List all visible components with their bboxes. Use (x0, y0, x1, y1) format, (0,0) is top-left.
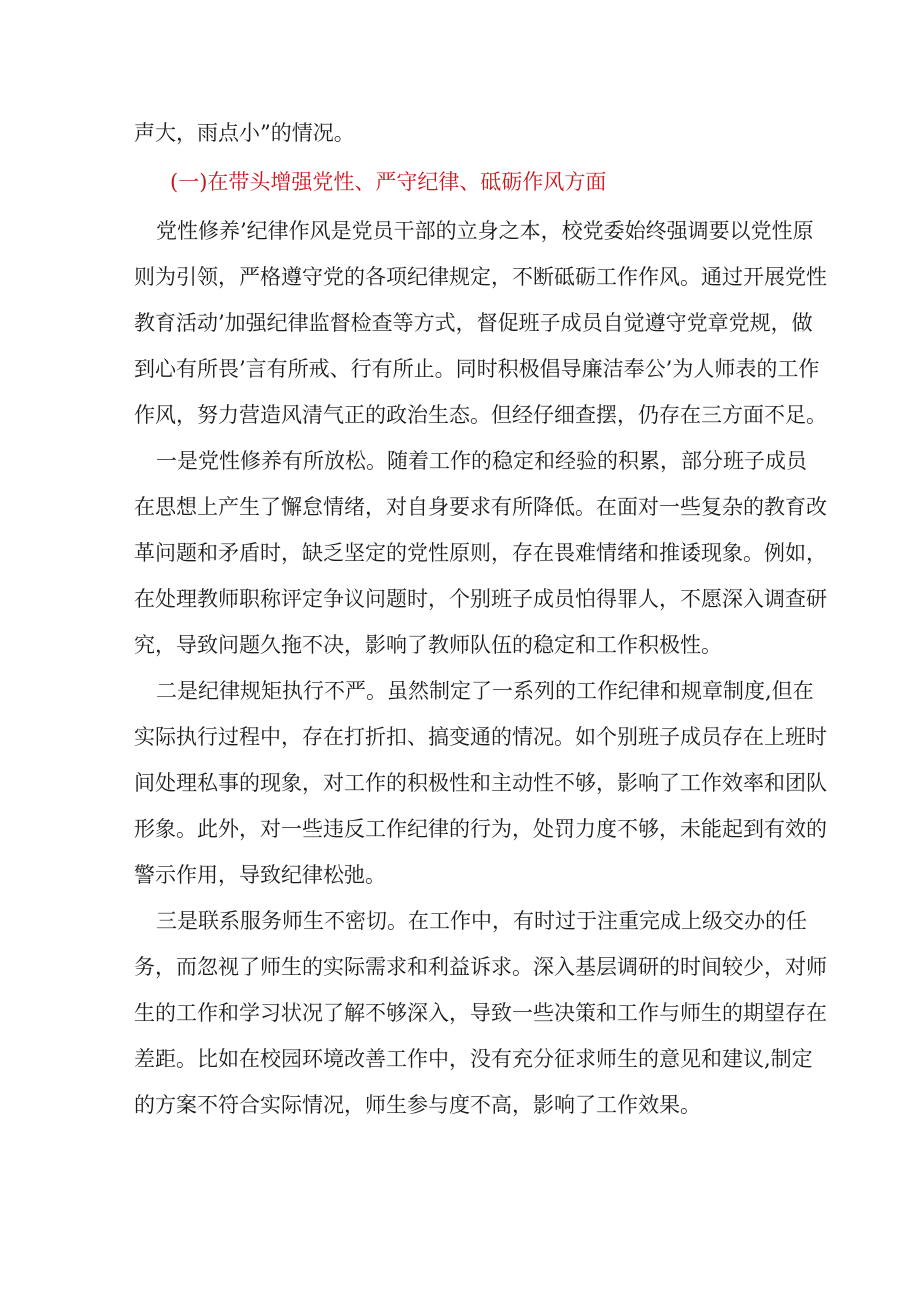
text-line: 则为引领，严格遵守党的各项纪律规定，不断砥砺工作作风。通过开展党性 (134, 265, 827, 289)
text-line: 到心有所畏’言有所戒、行有所止。同时积极倡导廉洁奉公’为人师表的工作 (134, 357, 820, 381)
text-line: 教育活动’加强纪律监督检查等方式，督促班子成员自觉遵守党章党规，做 (134, 311, 813, 335)
text-line: 党性修养’纪律作风是党员干部的立身之本，校党委始终强调要以党性原 (156, 219, 814, 243)
text-line: 形象。此外，对一些违反工作纪律的行为，处罚力度不够，未能起到有效的 (134, 817, 827, 841)
section-heading: (一)在带头增强党性、严守纪律、砥砺作风方面 (170, 170, 607, 194)
text-line: 在处理教师职称评定争议问题时，个别班子成员怕得罪人，不愿深入调查研 (134, 587, 827, 611)
text-line: 作风，努力营造风清气正的政治生态。但经仔细查摆，仍存在三方面不足。 (134, 403, 827, 427)
text-line: 生的工作和学习状况了解不够深入，导致一些决策和工作与师生的期望存在 (134, 1001, 827, 1025)
text-line: 声大，雨点小”的情况。 (134, 121, 355, 145)
text-line: 二是纪律规矩执行不严。虽然制定了一系列的工作纪律和规章制度,但在 (156, 679, 814, 703)
document-body (134, 110, 827, 1128)
text-line: 一是党性修养有所放松。随着工作的稳定和经验的积累，部分班子成员 (156, 449, 807, 473)
text-line: 在思想上产生了懈怠情绪，对自身要求有所降低。在面对一些复杂的教育改 (134, 495, 827, 519)
text-line: 差距。比如在校园环境改善工作中，没有充分征求师生的意见和建议,制定 (134, 1047, 813, 1071)
text-line: 三是联系服务师生不密切。在工作中，有时过于注重完成上级交办的任 (156, 909, 807, 933)
text-line: 革问题和矛盾时，缺乏坚定的党性原则，存在畏难情绪和推诿现象。例如， (134, 541, 827, 565)
text-line: 间处理私事的现象，对工作的积极性和主动性不够，影响了工作效率和团队 (134, 771, 827, 795)
text-line: 务，而忽视了师生的实际需求和利益诉求。深入基层调研的时间较少，对师 (134, 955, 827, 979)
text-line: 警示作用，导致纪律松弛。 (134, 863, 386, 887)
text-line: 实际执行过程中，存在打折扣、搞变通的情况。如个别班子成员存在上班时 (134, 725, 827, 749)
text-line: 究，导致问题久拖不决，影响了教师队伍的稳定和工作积极性。 (134, 633, 722, 657)
text-line: 的方案不符合实际情况，师生参与度不高，影响了工作效果。 (134, 1093, 701, 1117)
